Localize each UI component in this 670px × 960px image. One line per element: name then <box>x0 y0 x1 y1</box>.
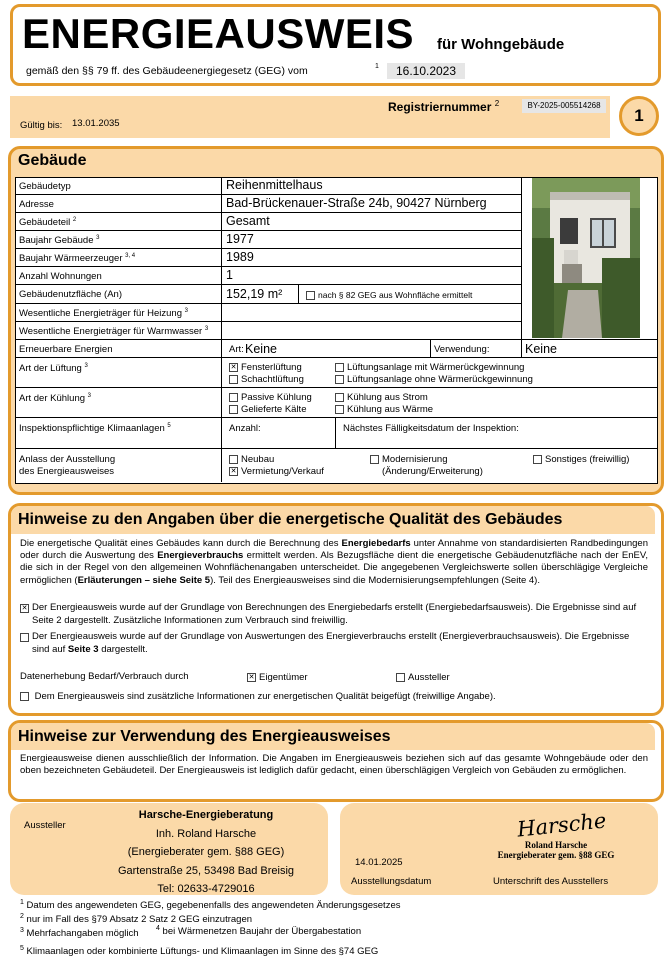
hints-opt2-a: Der Energieausweis wurde auf der Grundlage von Auswertungen des Energieverbrauchs erstellt (Energieverbrauchsausweis). Die Ergebnisse sind auf <box>32 631 630 655</box>
anlass-opt4[interactable] <box>533 454 629 465</box>
flaeche-checkbox[interactable] <box>306 291 315 300</box>
anlass-opt2-checkbox[interactable]: ✕ <box>230 467 237 475</box>
legal-basis <box>26 65 308 77</box>
erneuerbar-verwendung-value: Keine <box>525 342 557 356</box>
house-photo-icon <box>532 178 640 338</box>
page-number: 1 <box>619 96 659 136</box>
lueftung-opt4-text: Lüftungsanlage ohne Wärmerückgewinnung <box>347 374 533 385</box>
grid-h10 <box>15 357 657 358</box>
hints-p1-b: Energiebedarfs <box>341 538 411 549</box>
hints-paragraph <box>20 538 648 587</box>
data-collection-opt2[interactable] <box>396 672 450 683</box>
row-adresse-label: Adresse <box>19 199 54 210</box>
footnote-3-n: 3 <box>20 927 24 934</box>
hints-p1-c: unter Annahme von standardisierten Randbedingungen oder durch die Auswertung des <box>20 538 648 562</box>
hints-p1-e: ermittelt werden. Als Bezugsfläche dient die energetische Gebäudenutzfläche nach der EnEV, die sich in der Regel von den allgemeinen Wohnflächenangaben unterscheidet. Die angegebenen Vergleichswerte sollen überschlägige Vergleiche ermöglichen ( <box>20 550 648 586</box>
registration-label-sup: 2 <box>494 99 500 108</box>
issuer-label: Aussteller <box>24 820 66 831</box>
klima-anzahl-label: Anzahl: <box>229 423 261 434</box>
grid-v6 <box>298 284 299 303</box>
signature: Harsche <box>515 808 608 842</box>
row-anlass-label <box>19 454 115 478</box>
issuer-block <box>96 806 316 899</box>
anlass-opt3[interactable] <box>370 454 447 465</box>
footnote-4-text: bei Wärmenetzen Baujahr der Übergabestation <box>162 926 362 938</box>
kuehlung-opt4-text: Kühlung aus Wärme <box>347 404 434 415</box>
grid-h4 <box>15 248 521 249</box>
lueftung-opt2-text: Schachtlüftung <box>241 374 304 385</box>
grid-h12 <box>15 417 657 418</box>
row-baujahr-sup: 3 <box>96 235 100 241</box>
kuehlung-opt3[interactable] <box>335 392 428 403</box>
data-collection-opt2-text: Aussteller <box>408 672 450 683</box>
stamp-title: Energieberater gem. §88 GEG <box>497 850 615 860</box>
klima-faellig-label: Nächstes Fälligkeitsdatum der Inspektion: <box>343 423 519 434</box>
row-flaeche-label: Gebäudenutzfläche (An) <box>19 289 122 300</box>
grid-h7 <box>15 303 521 304</box>
kuehlung-opt1-text: Passive Kühlung <box>241 392 312 403</box>
row-wohnungen-value: 1 <box>226 268 233 282</box>
grid-v3 <box>430 339 431 357</box>
kuehlung-opt3-text: Kühlung aus Strom <box>347 392 428 403</box>
grid-h5 <box>15 266 521 267</box>
grid-v2 <box>521 177 522 339</box>
grid-v5 <box>335 417 336 448</box>
kuehlung-opt2-text: Gelieferte Kälte <box>241 404 307 415</box>
row-warmwasser-label <box>19 326 208 337</box>
hints-opt1[interactable] <box>20 602 648 627</box>
grid-h3 <box>15 230 521 231</box>
hints-opt1-text: Der Energieausweis wurde auf der Grundlage von Berechnungen des Energiebedarfs erstellt (Energiebedarfsausweis). Die Ergebnisse sind auf Seite 2 dargestellt. Zusätzliche Informationen zum Verbrauch sind freiwillig. <box>32 602 637 626</box>
legal-basis-date: 16.10.2023 <box>387 63 465 79</box>
row-warmwasser-label-text: Wesentliche Energieträger für Warmwasser <box>19 326 203 338</box>
row-kuehlung-label-text: Art der Kühlung <box>19 393 86 405</box>
row-anlass-label-1: Anlass der Ausstellung <box>19 454 116 465</box>
footnote-3-text: Mehrfachangaben möglich <box>26 928 139 940</box>
anlass-opt4-checkbox[interactable] <box>533 455 542 464</box>
lueftung-opt3-checkbox[interactable] <box>335 363 344 372</box>
page-title: ENERGIEAUSWEIS <box>22 10 415 57</box>
legal-basis-text: gemäß den §§ 79 ff. des Gebäudeenergiegesetz (GEG) vom <box>26 65 308 77</box>
data-collection-opt1[interactable] <box>247 672 308 683</box>
grid-v1 <box>221 177 222 482</box>
row-typ-value: Reihenmittelhaus <box>226 178 323 192</box>
footnote-2-n: 2 <box>20 913 24 920</box>
registration-label <box>388 99 499 114</box>
additional-info-text: Dem Energieausweis sind zusätzliche Informationen zur energetischen Qualität beigefügt (freiwillige Angabe). <box>34 691 496 702</box>
building-heading: Gebäude <box>18 152 87 169</box>
hints-p1-g: ). Teil des Energieausweises sind die Modernisierungsempfehlungen (Seite 4). <box>210 574 540 586</box>
legal-basis-sup: 1 <box>375 63 379 70</box>
stamp <box>486 840 626 860</box>
hints-opt2-checkbox[interactable] <box>20 633 29 642</box>
page-subtitle: für Wohngebäude <box>437 36 565 53</box>
anlass-opt3b: (Änderung/Erweiterung) <box>382 466 483 477</box>
kuehlung-opt3-checkbox[interactable] <box>335 393 344 402</box>
row-lueftung-sup: 3 <box>84 363 88 369</box>
anlass-opt3-checkbox[interactable] <box>370 455 379 464</box>
anlass-opt3-text: Modernisierung <box>382 454 448 465</box>
erneuerbar-art-value: Keine <box>245 342 277 356</box>
lueftung-opt1-checkbox[interactable]: ✕ <box>230 363 237 371</box>
lueftung-opt1[interactable] <box>229 362 302 373</box>
data-collection-opt1-text: Eigentümer <box>259 672 308 683</box>
anlass-opt1-text: Neubau <box>241 454 275 465</box>
kuehlung-opt1[interactable] <box>229 392 312 403</box>
issue-date-label: Ausstellungsdatum <box>351 876 432 887</box>
issuer-owner: Inh. Roland Harsche <box>155 827 257 840</box>
row-anlass-label-2: des Energieausweises <box>19 466 115 477</box>
grid-h1 <box>15 194 521 195</box>
lueftung-opt2[interactable] <box>229 374 304 385</box>
erneuerbar-verwendung-label: Verwendung: <box>434 344 490 355</box>
usage-text: Energieausweise dienen ausschließlich der Information. Die Angaben im Energieausweis beziehen sich auf das gesamte Wohngebäude oder den oben bezeichneten Gebäudeteil. Der Energieausweis ist lediglich dafür gedacht, einen überschlägigen Vergleich von Gebäuden zu ermöglichen. <box>20 753 648 776</box>
anlass-opt4-text: Sonstiges (freiwillig) <box>545 454 630 465</box>
row-teil-sup: 2 <box>72 217 77 223</box>
hints-opt2[interactable] <box>20 631 648 656</box>
valid-until-value: 13.01.2035 <box>72 118 120 129</box>
row-flaeche-note <box>306 290 472 300</box>
data-collection-opt2-checkbox[interactable] <box>396 673 405 682</box>
row-lueftung-label-text: Art der Lüftung <box>19 363 82 375</box>
footnote-5-text: Klimaanlagen oder kombinierte Lüftungs- und Klimaanlagen im Sinne des §74 GEG <box>26 946 379 958</box>
footnote-5 <box>20 945 378 957</box>
row-erneuerbar-label: Erneuerbare Energien <box>19 344 113 355</box>
grid-h11 <box>15 387 657 388</box>
footnote-4-n: 4 <box>156 925 160 932</box>
row-baujahr-value: 1977 <box>226 232 254 246</box>
footnote-4 <box>156 925 361 937</box>
issuer-title: (Energieberater gem. §88 GEG) <box>127 846 285 858</box>
footnote-3 <box>20 927 139 939</box>
lueftung-opt3-text: Lüftungsanlage mit Wärmerückgewinnung <box>347 362 525 373</box>
grid-h13 <box>15 448 657 449</box>
row-klima-label <box>19 423 171 434</box>
footnote-2 <box>20 913 252 925</box>
hints-p1-f: Erläuterungen – siehe Seite 5 <box>77 574 211 586</box>
row-warmwasser-sup: 3 <box>204 326 209 332</box>
registration-label-text: Registriernummer <box>388 100 492 114</box>
grid-h6 <box>15 284 521 285</box>
row-teil-label-text: Gebäudeteil <box>19 217 71 229</box>
lueftung-opt2-checkbox[interactable] <box>229 375 238 384</box>
signature-label: Unterschrift des Ausstellers <box>493 876 609 887</box>
row-wez-value: 1989 <box>226 250 254 264</box>
row-teil-label <box>19 217 76 228</box>
issuer-phone: Tel: 02633-4729016 <box>157 883 255 895</box>
row-lueftung-label <box>19 363 88 374</box>
data-collection-label: Datenerhebung Bedarf/Verbrauch durch <box>20 671 189 682</box>
footnote-5-n: 5 <box>20 945 24 952</box>
issuer-address: Gartenstraße 25, 53498 Bad Breisig <box>117 864 295 877</box>
stamp-name: Roland Harsche <box>524 840 588 850</box>
hints-heading: Hinweise zu den Angaben über die energetische Qualität des Gebäudes <box>18 511 563 528</box>
grid-h8 <box>15 321 521 322</box>
row-klima-sup: 5 <box>167 423 171 429</box>
building-photo <box>532 178 640 338</box>
hints-p1-a: Die energetische Qualität eines Gebäudes kann durch die Berechnung des <box>20 538 342 549</box>
row-flaeche-note-text: nach § 82 GEG aus Wohnfläche ermittelt <box>318 290 473 300</box>
issuer-name: Harsche-Energieberatung <box>138 809 274 821</box>
row-adresse-value: Bad-Brückenauer-Straße 24b, 90427 Nürnberg <box>226 196 487 210</box>
footnote-2-text: nur im Fall des §79 Absatz 2 Satz 2 GEG einzutragen <box>26 914 253 926</box>
valid-until-label: Gültig bis: <box>20 120 63 131</box>
meta-box <box>10 96 610 138</box>
grid-h9 <box>15 339 657 340</box>
lueftung-opt3[interactable] <box>335 362 524 373</box>
anlass-opt2[interactable] <box>229 466 324 477</box>
row-klima-label-text: Inspektionspflichtige Klimaanlagen <box>19 423 165 435</box>
footnote-1-text: Datum des angewendeten GEG, gegebenenfalls des angewendeten Änderungsgesetzes <box>26 900 401 912</box>
row-wohnungen-label: Anzahl Wohnungen <box>19 271 102 282</box>
kuehlung-opt4[interactable] <box>335 404 433 415</box>
row-baujahr-label-text: Baujahr Gebäude <box>19 235 94 247</box>
kuehlung-opt2[interactable] <box>229 404 306 415</box>
row-wez-label-text: Baujahr Wärmeerzeuger <box>19 253 123 265</box>
row-heizung-label <box>19 308 188 319</box>
row-typ-label: Gebäudetyp <box>19 181 71 192</box>
grid-v4 <box>521 339 522 357</box>
row-heizung-sup: 3 <box>184 308 188 314</box>
footnote-1-n: 1 <box>20 899 24 906</box>
issue-date: 14.01.2025 <box>355 857 403 868</box>
grid-h2 <box>15 212 521 213</box>
kuehlung-opt4-checkbox[interactable] <box>335 405 344 414</box>
lueftung-opt1-text: Fensterlüftung <box>241 362 302 373</box>
row-kuehlung-sup: 3 <box>87 393 91 399</box>
kuehlung-opt2-checkbox[interactable] <box>229 405 238 414</box>
usage-heading: Hinweise zur Verwendung des Energieausweises <box>18 728 391 745</box>
footnote-1 <box>20 899 400 911</box>
hints-opt1-checkbox[interactable]: ✕ <box>21 605 28 612</box>
additional-info[interactable] <box>20 691 496 702</box>
row-wez-sup: 3, 4 <box>125 253 136 259</box>
row-flaeche-value: 152,19 m² <box>226 287 283 301</box>
anlass-opt2-text: Vermietung/Verkauf <box>241 466 324 477</box>
lueftung-opt4-checkbox[interactable] <box>335 375 344 384</box>
registration-number: BY-2025-005514268 <box>522 99 606 113</box>
hints-p1-d: Energieverbrauchs <box>157 550 244 562</box>
anlass-opt1[interactable] <box>229 454 274 465</box>
row-kuehlung-label <box>19 393 91 404</box>
row-heizung-label-text: Wesentliche Energieträger für Heizung <box>19 308 182 320</box>
erneuerbar-art-label: Art: <box>229 344 244 355</box>
row-teil-value: Gesamt <box>226 214 270 228</box>
row-baujahr-label <box>19 235 99 246</box>
lueftung-opt4[interactable] <box>335 374 533 385</box>
data-collection-opt1-checkbox[interactable]: ✕ <box>248 673 255 681</box>
kuehlung-opt1-checkbox[interactable] <box>229 393 238 402</box>
row-wez-label <box>19 253 135 264</box>
anlass-opt1-checkbox[interactable] <box>229 455 238 464</box>
additional-info-checkbox[interactable] <box>20 692 29 701</box>
hints-opt2-b: Seite 3 <box>67 643 99 655</box>
hints-opt2-c: dargestellt. <box>98 643 148 655</box>
